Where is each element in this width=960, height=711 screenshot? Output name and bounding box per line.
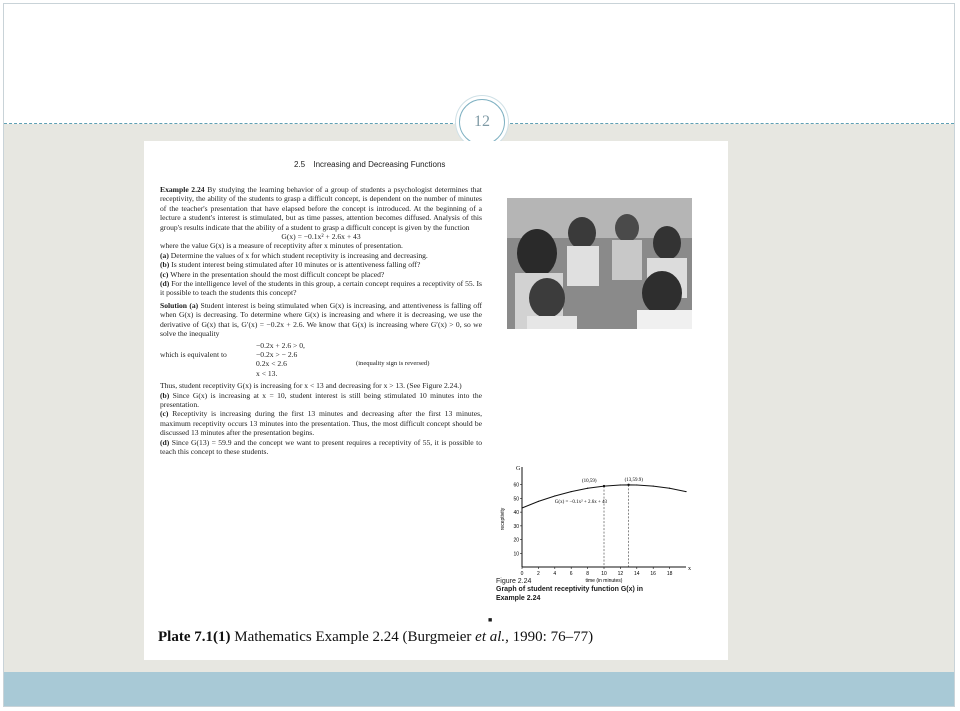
figure-caption-text: Graph of student receptivity function G(x) in Example 2.24 (496, 586, 644, 602)
page-number-badge: 12 (459, 99, 505, 145)
part-d-text: For the intelligence level of the students in this group, a certain concept requires a receptivity of 55. Is it possible to teach the students this concept? (160, 279, 482, 298)
x-tick-label: 10 (601, 571, 607, 577)
example-intro: By studying the learning behavior of a group of students a psychologist determines that receptivity, the ability of the students to grasp a difficult concept, is dependent on the number of minutes of the teacher's presentation that have elapsed before the concept is introduced. At the beginning of a lecture a student's interest is stimulated, but as time passes, attention becomes diffused. Analysis of this group's results indicate that the ability of a student to grasp a difficult concept is given by the function (160, 185, 482, 232)
annotation-10-59: (10,59) (582, 479, 597, 485)
part-c-label: (c) (160, 269, 169, 279)
part-b-label: (b) (160, 260, 170, 270)
solution-c-label: (c) (160, 409, 169, 419)
inequality-row-1 (160, 341, 482, 350)
curve-point (538, 501, 539, 502)
y-tick-label: 20 (513, 537, 519, 544)
x-tick-label: 8 (586, 571, 589, 577)
solution-a-label: (a) (189, 300, 199, 310)
solution-c (160, 409, 482, 437)
plate-caption (158, 629, 593, 646)
plate-title: Mathematics Example 2.24 (Burgmeier (234, 629, 472, 645)
solution-label: Solution (160, 300, 188, 310)
inequality-3: 0.2x < 2.6 (256, 359, 287, 369)
example-intro-paragraph (160, 185, 482, 232)
receptivity-chart (496, 463, 696, 583)
y-tick-label: 40 (513, 510, 519, 517)
y-tick-label: 50 (513, 496, 519, 503)
solution-b-label: (b) (160, 390, 170, 400)
plate-label: Plate 7.1(1) (158, 629, 231, 645)
thus-text: Thus, student receptivity G(x) is increasing for x < 13 and decreasing for x > 13. (See Figure 2.24.) (160, 381, 462, 391)
inequality-4: x < 13. (256, 368, 278, 378)
inequality-row-2 (160, 350, 482, 359)
part-d (160, 279, 482, 298)
slide-footer-bar (4, 672, 954, 706)
part-a (160, 251, 482, 260)
x-tick-label: 18 (666, 571, 673, 577)
curve-equation-label: G(x) = −0.1x² + 2.6x + 43 (554, 500, 608, 506)
inequality-row-4 (160, 369, 482, 378)
part-c (160, 270, 482, 279)
where-text: where the value G(x) is a measure of receptivity after x minutes of presentation. (160, 241, 403, 251)
y-tick-label: 10 (513, 551, 519, 558)
scanned-textbook-page (144, 141, 728, 660)
solution-a (160, 301, 482, 339)
section-number: 2.5 (294, 160, 306, 169)
plate-tail: , 1990: 76–77) (505, 629, 594, 645)
x-tick-label: 14 (634, 571, 640, 577)
function-equation: G(x) = −0.1x² + 2.6x + 43 (281, 232, 361, 242)
curve-point (620, 484, 621, 485)
solution-d-label: (d) (160, 437, 170, 447)
x-axis-label: time (in minutes) (585, 578, 623, 583)
x-tick-label: 16 (650, 571, 656, 577)
x-axis-letter: x (688, 566, 691, 572)
y-axis-letter: G (516, 466, 521, 472)
point-13-59-9 (627, 484, 629, 486)
x-tick-label: 4 (553, 571, 557, 577)
x-tick-label: 6 (569, 571, 573, 577)
example-text-column (160, 185, 482, 456)
inequality-1: −0.2x + 2.6 > 0, (256, 340, 305, 350)
part-b-text: Is student interest being stimulated after 10 minutes or is attentiveness falling off? (171, 260, 421, 270)
figure-number: Figure 2.24 (496, 578, 532, 585)
students-photo-image (507, 198, 692, 329)
y-tick-label: 30 (513, 523, 519, 530)
solution-c-text: Receptivity is increasing during the first 13 minutes and decreasing after the first 13 minutes, maximum receptivity occurs 13 minutes into the presentation. Thus, the most difficult concept should be discussed 13 minutes after the presentation begins. (160, 409, 482, 438)
curve-point (587, 488, 588, 489)
part-a-text: Determine the values of x for which student receptivity is increasing and decreasing. (170, 250, 428, 260)
curve-point (653, 485, 654, 486)
y-tick-label: 60 (513, 482, 519, 489)
curve-point (571, 491, 572, 492)
x-tick-label: 2 (537, 571, 540, 577)
curve-point (554, 495, 555, 496)
end-of-example-mark: ■ (488, 616, 493, 624)
solution-a-text: Student interest is being stimulated when G(x) is increasing, and attentiveness is falling off when G(x) is decreasing. To determine where G(x) is increasing and where it is decreasing, we use the derivative of G(x) that is, G′(x) = −0.2x + 2.6. We know that G(x) is increasing where G′(x) > 0, so we solve the inequality (160, 300, 483, 339)
part-c-text: Where in the presentation should the most difficult concept be placed? (170, 269, 385, 279)
curve-point (521, 507, 522, 508)
figure-caption (496, 578, 666, 603)
solution-d-text: Since G(13) = 59.9 and the concept we want to present requires a receptivity of 55, it is possible to teach this concept to these students. (160, 437, 482, 456)
x-tick-label: 12 (617, 571, 624, 577)
inequality-note: (inequality sign is reversed) (356, 360, 430, 368)
inequality-2: −0.2x > − 2.6 (256, 349, 298, 359)
section-title: Increasing and Decreasing Functions (313, 160, 446, 169)
curve-point (669, 488, 670, 489)
point-10-59 (603, 485, 605, 487)
plate-etal: et al. (475, 629, 506, 645)
students-photo (507, 198, 692, 329)
solution-b-text: Since G(x) is increasing at x = 10, student interest is still being stimulated 10 minutes into the presentation. (160, 390, 482, 409)
curve-point (685, 491, 686, 492)
part-b (160, 260, 482, 269)
part-d-label: (d) (160, 279, 170, 289)
curve-point (636, 484, 637, 485)
part-a-label: (a) (160, 250, 169, 260)
solution-b (160, 391, 482, 410)
y-axis-label: receptivity (500, 507, 506, 531)
example-label: Example 2.24 (160, 185, 205, 194)
inequality-lead: which is equivalent to (160, 349, 227, 359)
annotation-13-59-9: (13,59.9) (624, 477, 643, 483)
receptivity-chart-svg (496, 463, 696, 583)
inequality-row-3 (160, 359, 482, 368)
solution-d (160, 438, 482, 457)
page-header (294, 160, 445, 169)
x-tick-label: 0 (520, 571, 524, 577)
